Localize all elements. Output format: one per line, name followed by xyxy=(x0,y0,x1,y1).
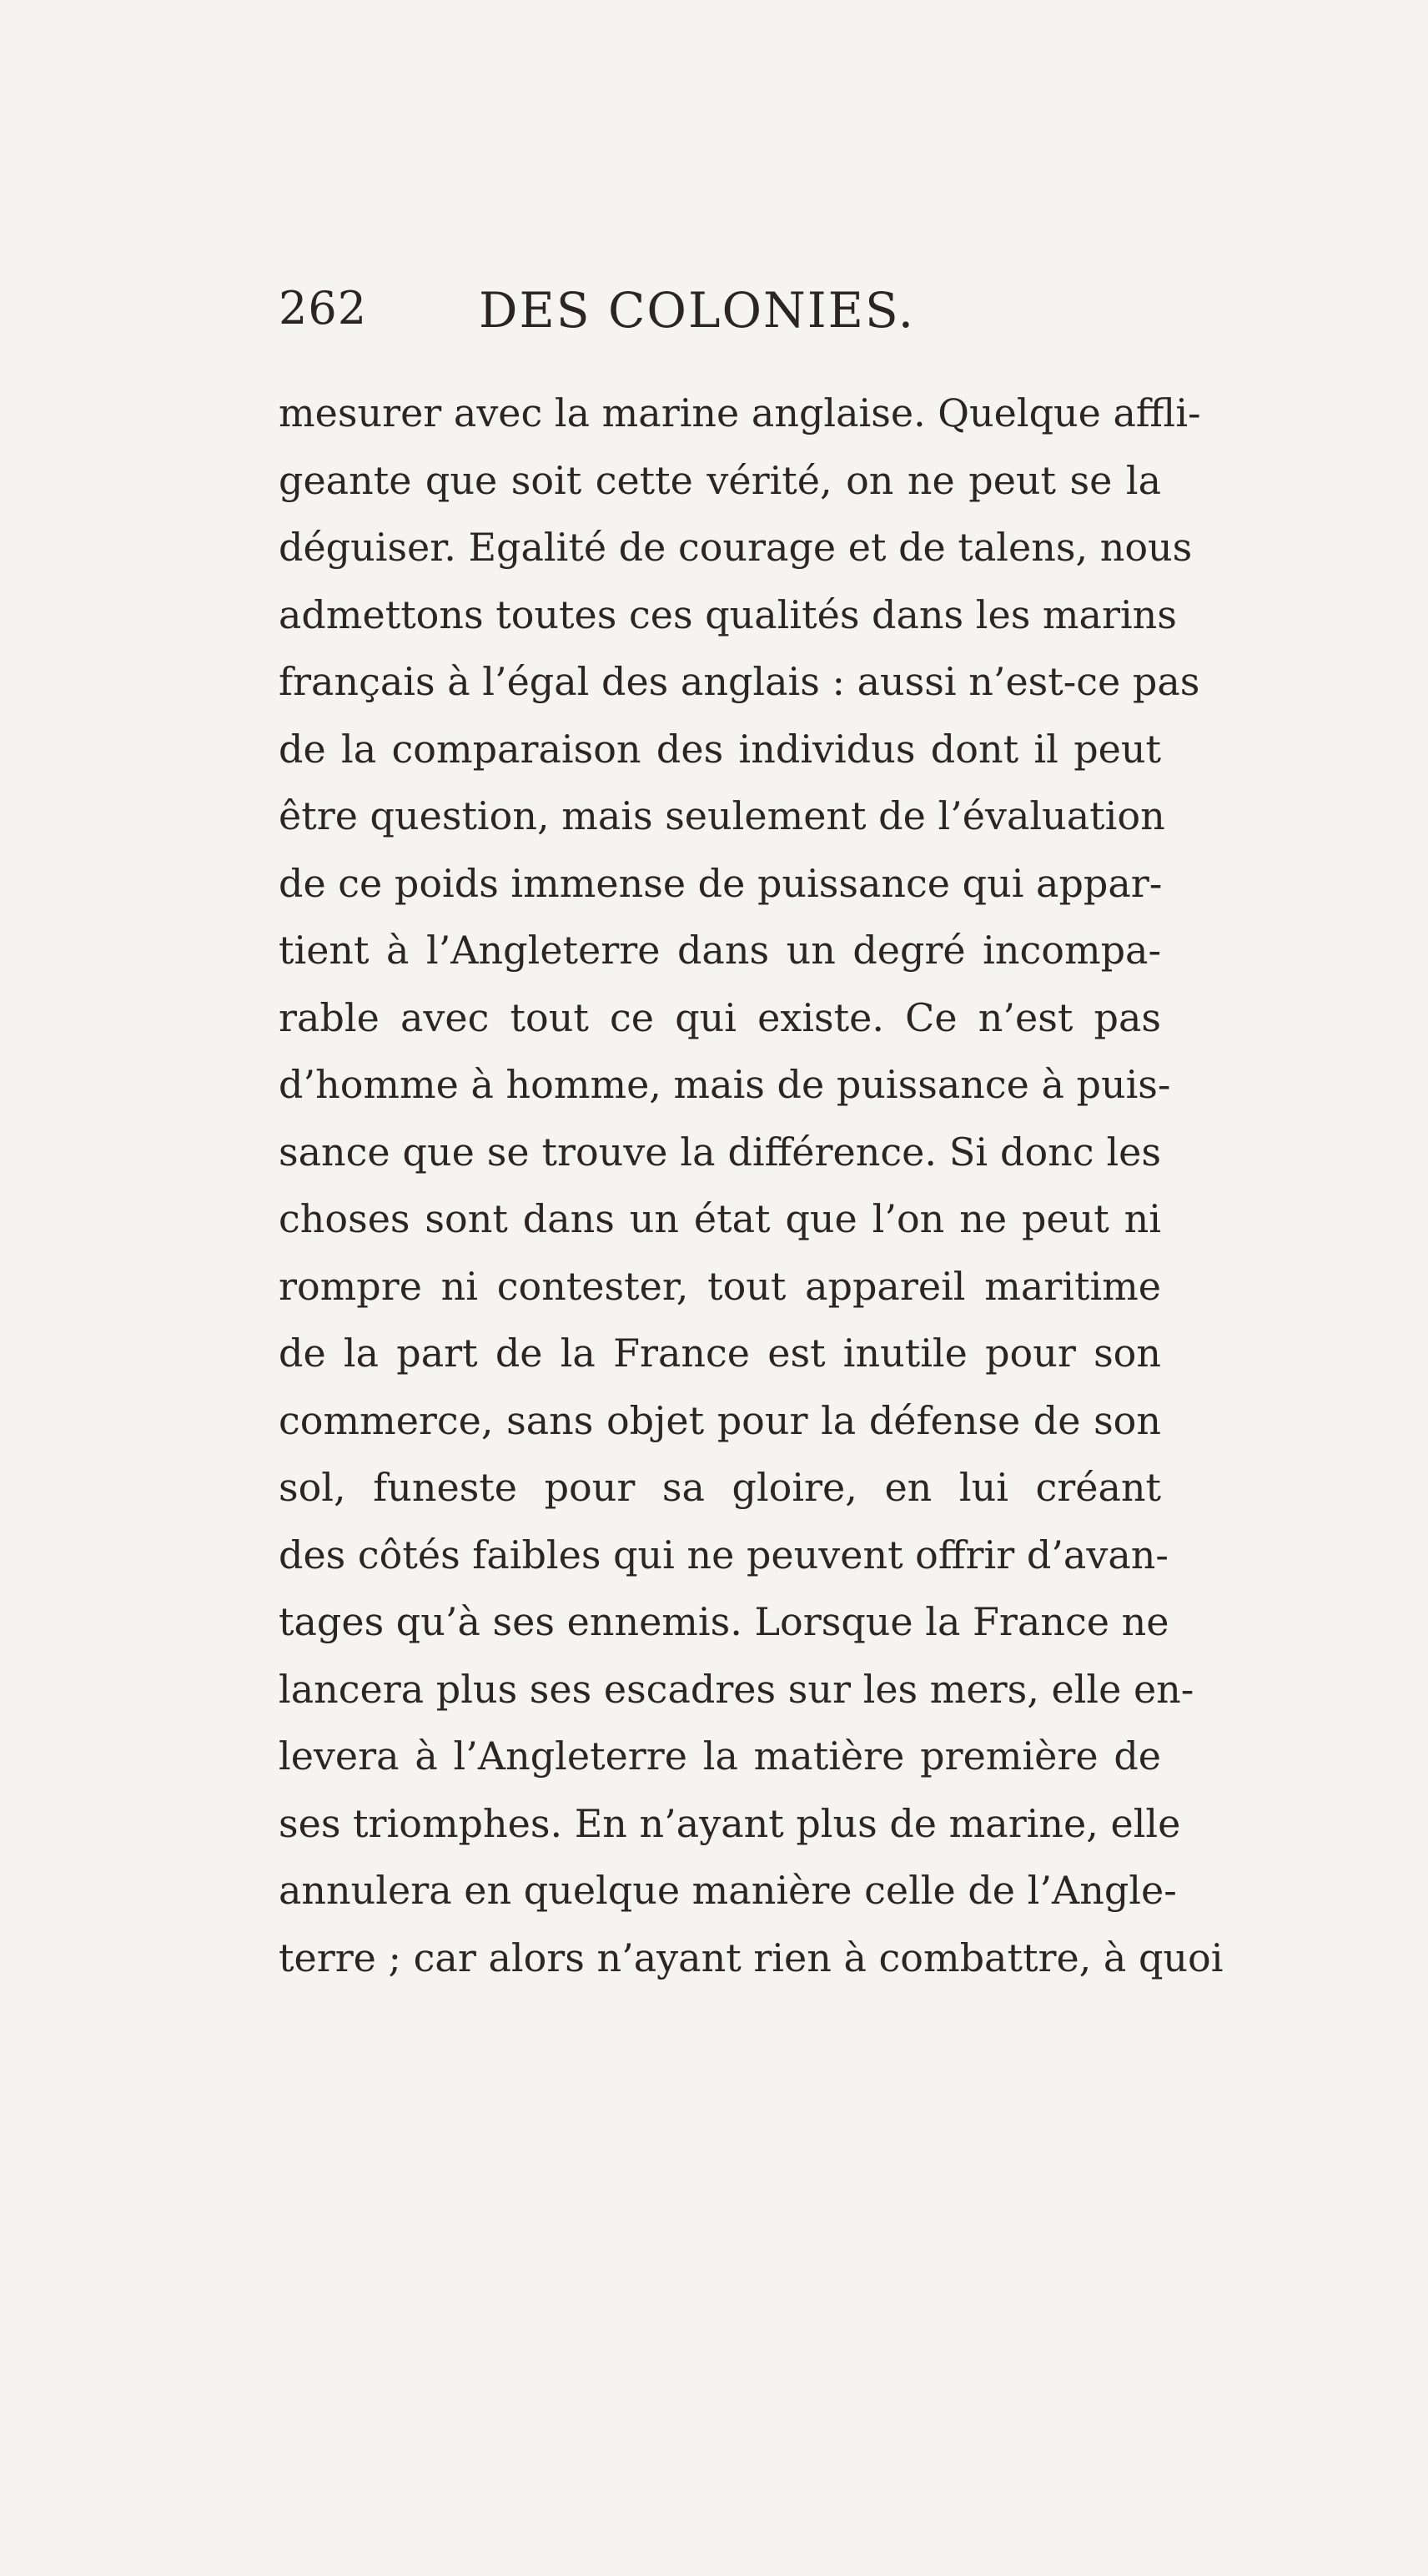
running-head xyxy=(279,282,1163,349)
text-line: des côtés faibles qui ne peuvent offrir d’avan- xyxy=(279,1532,1169,1577)
text-line: d’homme à homme, mais de puissance à puis- xyxy=(279,1062,1171,1107)
text-line: français à l’égal des anglais : aussi n’est-ce pas xyxy=(279,659,1200,704)
text-line: rable avec tout ce qui existe. Ce n’est pas xyxy=(279,994,1161,1040)
text-line: admettons toutes ces qualités dans les marins xyxy=(279,591,1177,637)
text-line: lancera plus ses escadres sur les mers, elle en- xyxy=(279,1666,1194,1712)
text-line: tages qu’à ses ennemis. Lorsque la France ne xyxy=(279,1599,1169,1644)
page-number: 262 xyxy=(279,282,368,335)
text-line: être question, mais seulement de l’évaluation xyxy=(279,793,1165,838)
running-title: DES COLONIES. xyxy=(479,282,916,339)
text-line: ses triomphes. En n’ayant plus de marine, elle xyxy=(279,1800,1181,1846)
text-line: sol, funeste pour sa gloire, en lui créant xyxy=(279,1465,1161,1510)
text-line: tient à l’Angleterre dans un degré incompa- xyxy=(279,928,1161,973)
text-line: mesurer avec la marine anglaise. Quelque affli- xyxy=(279,390,1201,435)
text-line: de la comparaison des individus dont il peut xyxy=(279,726,1161,772)
text-line: déguiser. Egalité de courage et de talens, nous xyxy=(279,525,1193,570)
text-line: levera à l’Angleterre la matière première de xyxy=(279,1733,1161,1779)
text-line: de la part de la France est inutile pour son xyxy=(279,1331,1161,1376)
text-line: terre ; car alors n’ayant rien à combattre, à quoi xyxy=(279,1935,1224,1980)
text-line: commerce, sans objet pour la défense de son xyxy=(279,1397,1161,1443)
text-line: rompre ni contester, tout appareil maritime xyxy=(279,1263,1161,1309)
text-line: sance que se trouve la différence. Si donc les xyxy=(279,1129,1161,1175)
body-text xyxy=(279,380,1224,1991)
text-line: geante que soit cette vérité, on ne peut se la xyxy=(279,457,1161,503)
text-line: choses sont dans un état que l’on ne peut ni xyxy=(279,1196,1161,1241)
text-line: de ce poids immense de puissance qui appar- xyxy=(279,860,1163,906)
text-line: annulera en quelque manière celle de l’Angle- xyxy=(279,1868,1177,1913)
